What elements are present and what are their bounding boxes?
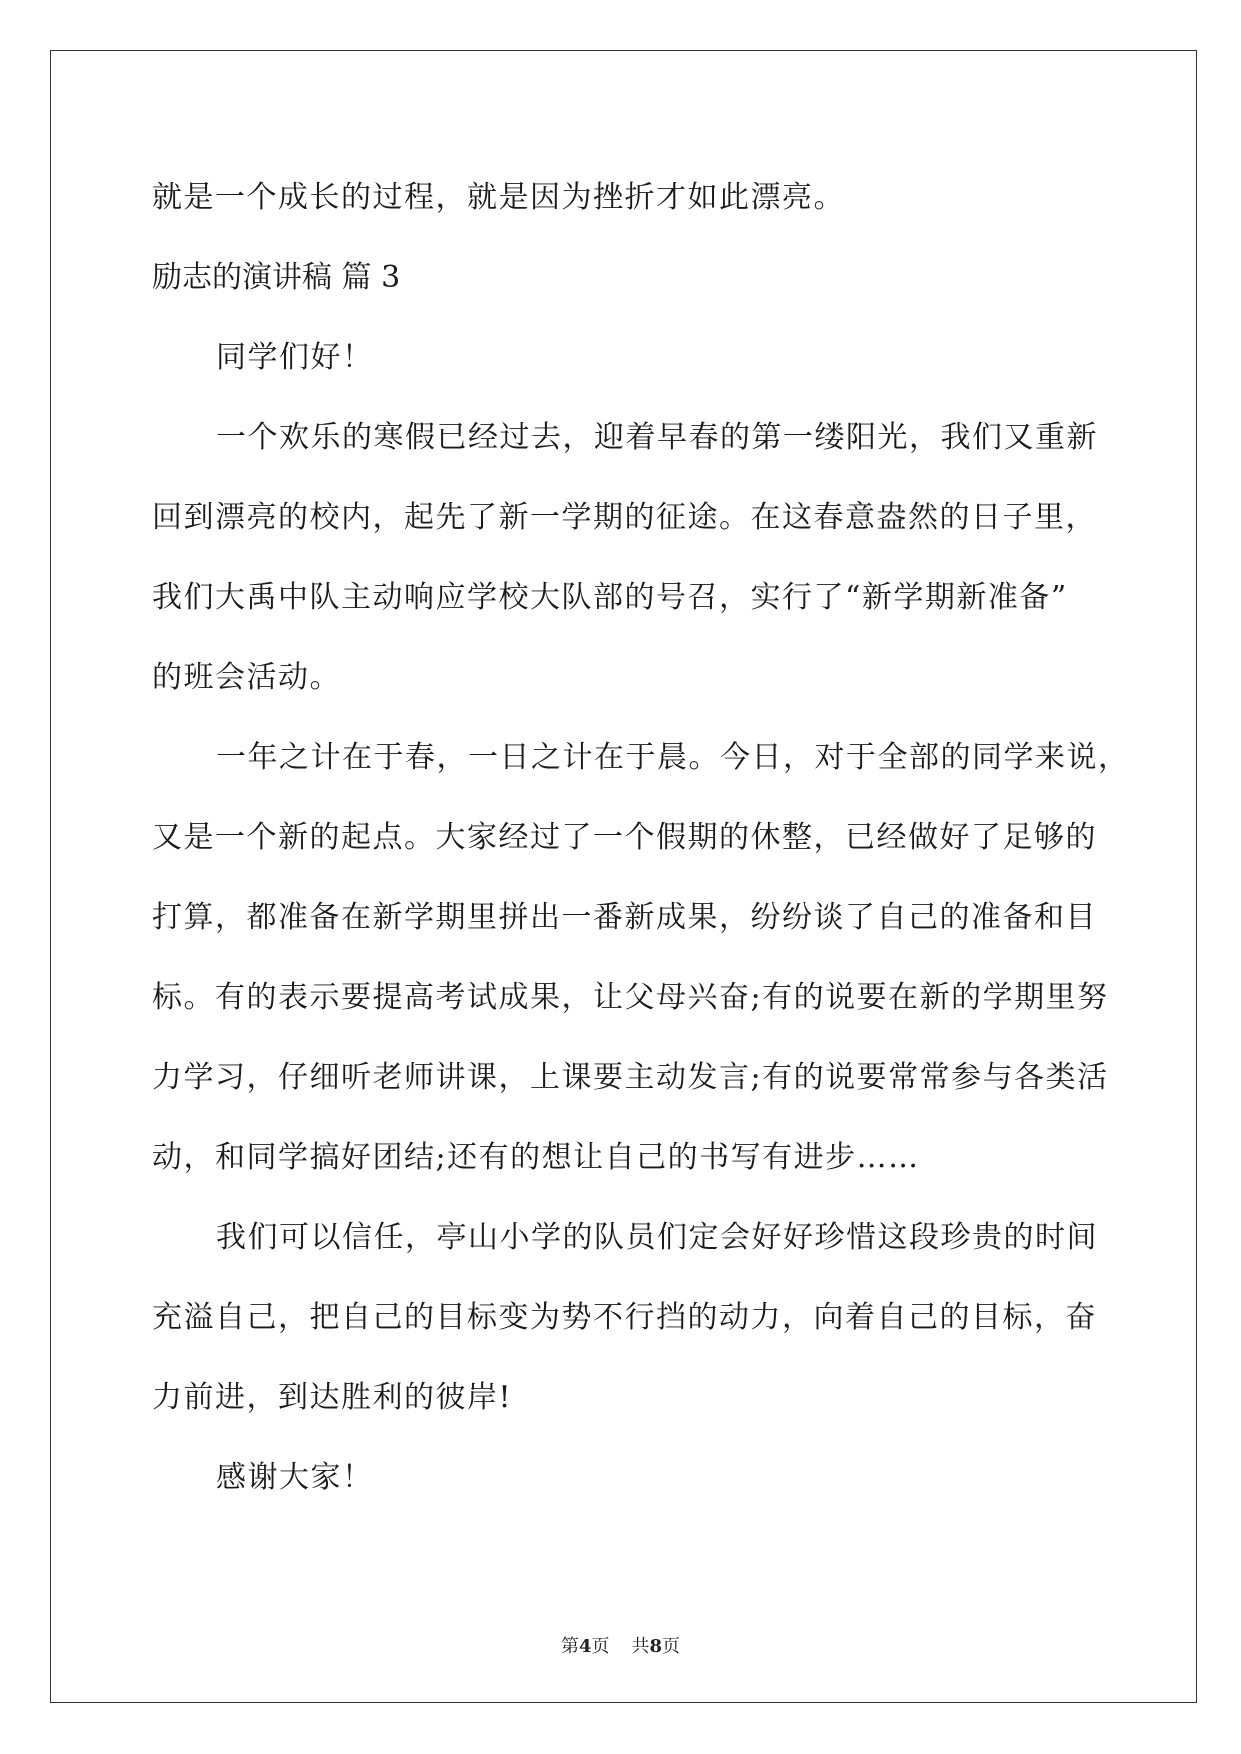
total-prefix: 共 xyxy=(631,1636,650,1657)
paragraph-line: 标。有的表示要提高考试成果，让父母兴奋;有的说要在新的学期里努 xyxy=(152,980,1109,1015)
page-prefix: 第 xyxy=(560,1636,579,1657)
paragraph-line: 我们大禹中队主动响应学校大队部的号召，实行了“新学期新准备” xyxy=(152,580,1068,615)
section-heading: 励志的演讲稿 篇 3 xyxy=(152,260,401,295)
page-footer xyxy=(0,1632,1241,1658)
closing-line: 感谢大家！ xyxy=(216,1460,374,1495)
paragraph-line: 一年之计在于春，一日之计在于晨。今日，对于全部的同学来说， xyxy=(216,740,1130,775)
page-number: 4 xyxy=(578,1636,592,1657)
paragraph-line: 力前进，到达胜利的彼岸! xyxy=(152,1380,513,1415)
document-body xyxy=(152,158,1130,1518)
paragraph-line: 我们可以信任，亭山小学的队员们定会好好珍惜这段珍贵的时间 xyxy=(216,1220,1098,1255)
paragraph-line: 动，和同学搞好团结;还有的想让自己的书写有进步…… xyxy=(152,1140,920,1175)
greeting-line: 同学们好！ xyxy=(216,340,374,375)
paragraph-line: 又是一个新的起点。大家经过了一个假期的休整，已经做好了足够的 xyxy=(152,820,1097,855)
text-line: 就是一个成长的过程，就是因为挫折才如此漂亮。 xyxy=(152,180,845,215)
paragraph-line: 力学习，仔细听老师讲课，上课要主动发言;有的说要常常参与各类活 xyxy=(152,1060,1109,1095)
page-suffix: 页 xyxy=(591,1636,610,1657)
paragraph-line: 充溢自己，把自己的目标变为势不行挡的动力，向着自己的目标，奋 xyxy=(152,1300,1097,1335)
paragraph-line: 回到漂亮的校内，起先了新一学期的征途。在这春意盎然的日子里， xyxy=(152,500,1097,535)
paragraph-line: 一个欢乐的寒假已经过去，迎着早春的第一缕阳光，我们又重新 xyxy=(216,420,1098,455)
paragraph-line: 的班会活动。 xyxy=(152,660,341,695)
total-pages: 8 xyxy=(649,1636,663,1657)
paragraph-line: 打算，都准备在新学期里拼出一番新成果，纷纷谈了自己的准备和目 xyxy=(152,900,1097,935)
total-suffix: 页 xyxy=(662,1636,681,1657)
